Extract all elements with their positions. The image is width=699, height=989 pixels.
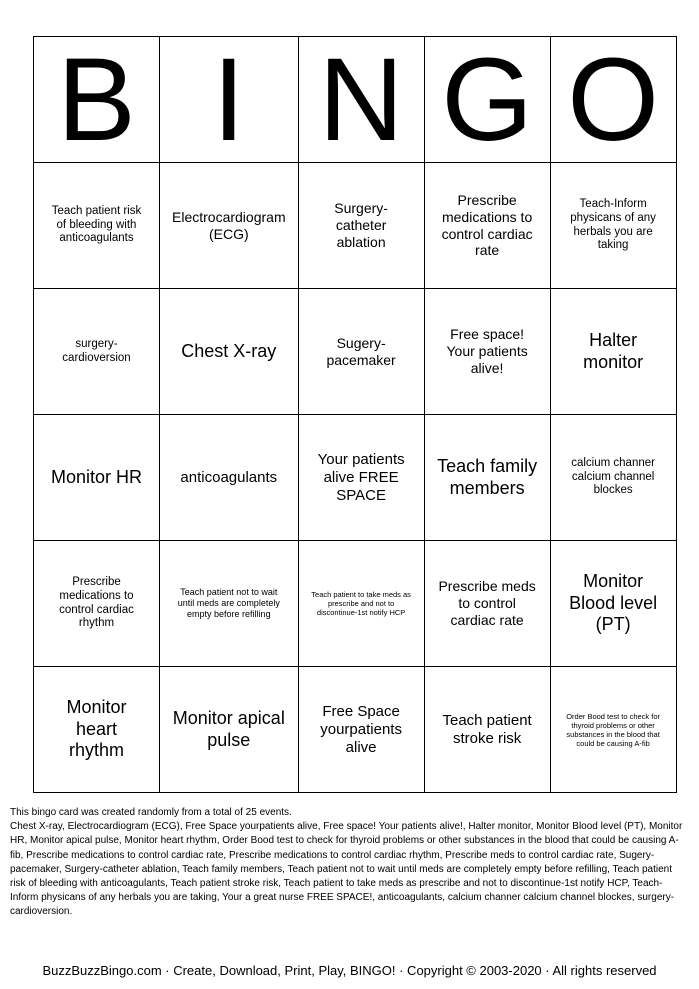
bingo-card xyxy=(33,33,677,793)
bingo-cell: Teach patient to take meds as prescribe and not to discontinue-1st notify HCP xyxy=(298,541,424,667)
header-letter-n: N xyxy=(298,37,424,163)
header-row xyxy=(34,37,677,163)
free-space-cell: Your patients alive FREE SPACE xyxy=(298,415,424,541)
bingo-cell: Electrocardiogram (ECG) xyxy=(160,163,299,289)
bingo-cell: Surgery-catheter ablation xyxy=(298,163,424,289)
bingo-cell: anticoagulants xyxy=(160,415,299,541)
bingo-cell: Chest X-ray xyxy=(160,289,299,415)
bingo-cell: surgery-cardioversion xyxy=(34,289,160,415)
bingo-cell: Halter monitor xyxy=(550,289,676,415)
bingo-cell: Prescribe medications to control cardiac rhythm xyxy=(34,541,160,667)
card-row-4 xyxy=(34,541,677,667)
bingo-cell: Monitor HR xyxy=(34,415,160,541)
info-event-list: Chest X-ray, Electrocardiogram (ECG), Free Space yourpatients alive, Free space! Your patients alive!, Halter monitor, Monitor Blood level (PT), Monitor HR, Monitor apical pulse, Monitor heart rhythm, Order Bood test to check for thyroid problems or other substances in the blood that could be causing A-fib, Prescribe medications to control cardiac rate, Prescribe medications to control cardiac rhythm, Prescribe meds to control cardiac rate, Sugery-pacemaker, Surgery-catheter ablation, Teach family members, Teach patient not to wait until meds are completely empty before refilling, Teach patient risk of bleeding with anticoagulants, Teach patient stroke risk, Teach patient to take meds as prescribe and not to discontinue-1st notify HCP, Teach-Inform physicans of any herbals you are taking, Your a great nurse FREE SPACE!, anticoagulants, calcium channer calcium channel blockes, surgery-cardioversion. xyxy=(10,821,683,918)
bingo-cell: Prescribe meds to control cardiac rate xyxy=(424,541,550,667)
bingo-cell: calcium channer calcium channel blockes xyxy=(550,415,676,541)
card-row-2 xyxy=(34,289,677,415)
header-letter-g: G xyxy=(424,37,550,163)
bingo-cell: Teach-Inform physicans of any herbals you are taking xyxy=(550,163,676,289)
card-row-3 xyxy=(34,415,677,541)
header-letter-o: O xyxy=(550,37,676,163)
bingo-cell: Sugery-pacemaker xyxy=(298,289,424,415)
header-letter-i: I xyxy=(160,37,299,163)
bingo-cell: Order Bood test to check for thyroid problems or other substances in the blood that could be causing A-fib xyxy=(550,667,676,793)
bingo-cell: Teach patient stroke risk xyxy=(424,667,550,793)
event-list-info xyxy=(10,806,688,920)
bingo-cell: Monitor heart rhythm xyxy=(34,667,160,793)
bingo-cell: Monitor Blood level (PT) xyxy=(550,541,676,667)
free-space-cell: Free Space yourpatients alive xyxy=(298,667,424,793)
bingo-cell: Teach patient not to wait until meds are completely empty before refilling xyxy=(160,541,299,667)
info-summary: This bingo card was created randomly from a total of 25 events. xyxy=(10,807,292,818)
bingo-cell: Monitor apical pulse xyxy=(160,667,299,793)
bingo-cell: Teach patient risk of bleeding with anticoagulants xyxy=(34,163,160,289)
card-row-5 xyxy=(34,667,677,793)
copyright-footer: BuzzBuzzBingo.com · Create, Download, Print, Play, BINGO! · Copyright © 2003-2020 · All rights reserved xyxy=(42,963,657,978)
bingo-cell: Teach family members xyxy=(424,415,550,541)
bingo-cell: Prescribe medications to control cardiac rate xyxy=(424,163,550,289)
card-row-1 xyxy=(34,163,677,289)
header-letter-b: B xyxy=(34,37,160,163)
free-space-cell: Free space! Your patients alive! xyxy=(424,289,550,415)
